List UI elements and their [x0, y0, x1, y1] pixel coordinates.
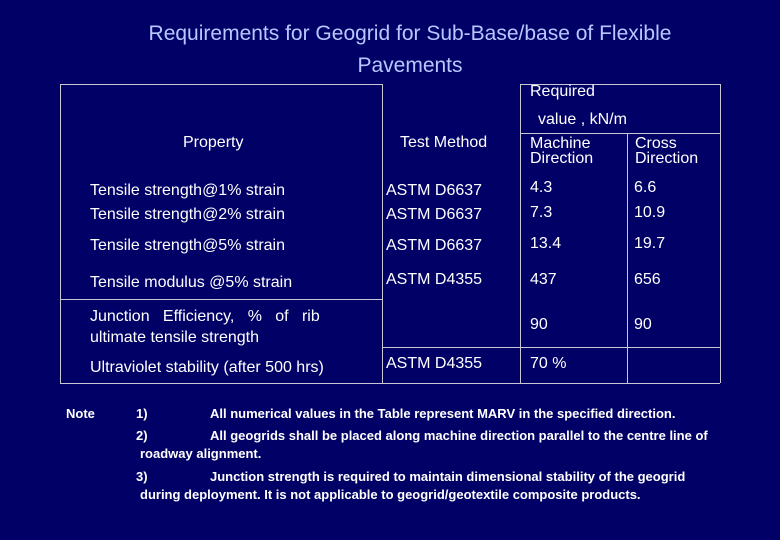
- note-3-number: 3): [136, 469, 148, 484]
- row-4-property-line-1: Junction Efficiency, % of rib: [90, 308, 320, 325]
- row-1-cross-line-1: 6.6: [634, 179, 657, 196]
- table-col-divider: [382, 84, 383, 383]
- row-4-machine: 90: [530, 316, 548, 333]
- note-label: Note: [66, 406, 95, 421]
- row-5-machine: 70 %: [530, 355, 567, 372]
- row-2-machine: 13.4: [530, 235, 562, 252]
- row-1-cross-line-2: 10.9: [634, 204, 666, 221]
- table-border-bottom: [60, 383, 720, 384]
- row-1-property-line-2: Tensile strength@2% strain: [90, 206, 285, 223]
- row-5-property: Ultraviolet stability (after 500 hrs): [90, 359, 324, 376]
- slide-title-line-2: Pavements: [357, 54, 463, 77]
- header-cross-line-2: Direction: [635, 150, 699, 167]
- row-3-test-method: ASTM D4355: [386, 271, 483, 288]
- table-border-left: [60, 84, 61, 383]
- header-test-method: Test Method: [400, 134, 488, 151]
- row-1-machine-line-2: 7.3: [530, 204, 553, 221]
- slide-title-line-1: Requirements for Geogrid for Sub-Base/base of Flexible: [148, 22, 672, 45]
- table-col-divider: [520, 84, 521, 383]
- row-5-test-method: ASTM D4355: [386, 355, 483, 372]
- header-machine-line-1: Machine: [530, 135, 591, 152]
- header-cross-line-1: Cross: [635, 135, 677, 152]
- row-3-machine: 437: [530, 271, 557, 288]
- note-1-text: All numerical values in the Table represent MARV in the specified direction.: [210, 406, 676, 421]
- table-col-divider: [627, 133, 628, 383]
- row-1-property-line-1: Tensile strength@1% strain: [90, 182, 285, 199]
- table-row-line: [382, 347, 720, 348]
- note-2-text: All geogrids shall be placed along machine direction parallel to the centre line of: [210, 428, 708, 443]
- header-property: Property: [183, 134, 244, 151]
- table-border-right: [720, 84, 721, 383]
- row-3-cross: 656: [634, 271, 661, 288]
- row-1-machine-line-1: 4.3: [530, 179, 553, 196]
- note-3-text: Junction strength is required to maintain dimensional stability of the geogrid: [210, 469, 686, 484]
- table-subheader-line: [520, 133, 720, 134]
- row-1-test-method-line-2: ASTM D6637: [386, 206, 483, 223]
- row-4-cross: 90: [634, 316, 652, 333]
- table-row-line: [60, 299, 382, 300]
- header-required-line-1: Required: [530, 83, 595, 100]
- slide-title: [100, 18, 720, 82]
- note-3-continuation: during deployment. It is not applicable to geogrid/geotextile composite products.: [140, 487, 641, 502]
- row-2-test-method: ASTM D6637: [386, 237, 483, 254]
- row-2-property: Tensile strength@5% strain: [90, 237, 285, 254]
- row-3-property: Tensile modulus @5% strain: [90, 274, 293, 291]
- table-border-top: [60, 84, 382, 85]
- row-4-property-line-2: ultimate tensile strength: [90, 329, 259, 346]
- header-required-line-2: value , kN/m: [538, 111, 627, 128]
- note-1-number: 1): [136, 406, 148, 421]
- header-machine-line-2: Direction: [530, 150, 594, 167]
- note-2-number: 2): [136, 428, 148, 443]
- note-2-continuation: roadway alignment.: [140, 446, 262, 461]
- row-1-test-method-line-1: ASTM D6637: [386, 182, 483, 199]
- row-2-cross: 19.7: [634, 235, 666, 252]
